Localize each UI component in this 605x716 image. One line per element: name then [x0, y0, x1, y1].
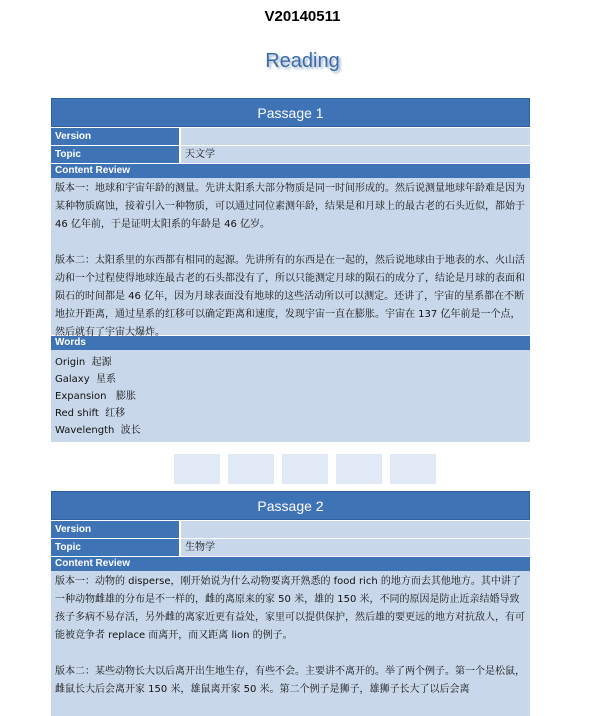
passage-header: Passage 2	[51, 491, 530, 520]
version-row	[51, 128, 530, 145]
topic-value: 生物学	[181, 539, 530, 556]
passage-2	[51, 491, 530, 716]
section-title: Reading	[265, 50, 340, 72]
version-value	[181, 128, 530, 145]
version-label: Version	[51, 128, 179, 145]
version-row	[51, 521, 530, 538]
review-version-2: 版本二：太阳系里的东西都有相同的起源。先讲所有的东西是在一起的，然后说地球由于地表的水、火山活动和一个过程使得地球连最古老的石头都没有了，所以只能测定月球的陨石的成分了，结论是月球的表面和陨石的时间都是 46 亿年，因为月球表面没有地球的这些活动所以可以测定。还讲了，宇宙的星系都在不断地拉开距离，通过星系的红移可以确定距离和速度，发现宇宙一直在膨胀。宇宙在 137 亿年前是一个点，然后就有了宇宙大爆炸。	[55, 255, 525, 338]
review-version-1: 版本一：地球和宇宙年龄的测量。先讲太阳系大部分物质是同一时间形成的。然后说测量地球年龄难是因为某种物质腐蚀，接着引入一种物质，可以通过同位素测年龄，结果是和月球上的最古老的石头近似，都始于 46 亿年前，于是证明太阳系的年龄是 46 亿岁。	[55, 183, 525, 230]
topic-label: Topic	[51, 539, 179, 556]
content-review-label: Content Review	[51, 557, 530, 571]
passage-header: Passage 1	[51, 98, 530, 127]
words-list	[51, 350, 530, 442]
version-label: Version	[51, 521, 179, 538]
topic-row	[51, 146, 530, 163]
content-review-body	[51, 571, 530, 716]
word-item: Expansion 膨胀	[55, 391, 137, 402]
word-item: Red shift 红移	[55, 408, 126, 419]
review-version-1: 版本一：动物的 disperse，刚开始说为什么动物要离开熟悉的 food rich 的地方而去其他地方。其中讲了一种动物雌雄的分布是不一样的，雌的离原来的家 50 米，雄的 150 米，不同的原因是防止近亲结婚导致孩子多病不易存活，另外雌的离家近更有益处，家里可以提供保护，然后雄的要更远的地方对抗敌人，有可能被竞争者 replace 而离开，而又距离 lion 的例子。	[55, 576, 525, 641]
topic-value: 天文学	[181, 146, 530, 163]
watermark-logo	[140, 445, 470, 493]
content-review-body	[51, 178, 530, 338]
document-code: V20140511	[264, 8, 341, 25]
review-version-2: 版本二：某些动物长大以后离开出生地生存，有些不会。主要讲不离开的。举了两个例子。第一个是松鼠，雌鼠长大后会离开家 150 米，雄鼠离开家 50 米。第二个例子是狮子，雄狮子长大了以后会离	[55, 666, 525, 695]
version-value	[181, 521, 530, 538]
topic-row	[51, 539, 530, 556]
passage-1	[51, 98, 530, 442]
word-item: Wavelength 波长	[55, 425, 141, 436]
word-item: Galaxy 星系	[55, 374, 116, 385]
content-review-label: Content Review	[51, 164, 530, 178]
word-item: Origin 起源	[55, 357, 112, 368]
words-label: Words	[51, 336, 530, 350]
topic-label: Topic	[51, 146, 179, 163]
